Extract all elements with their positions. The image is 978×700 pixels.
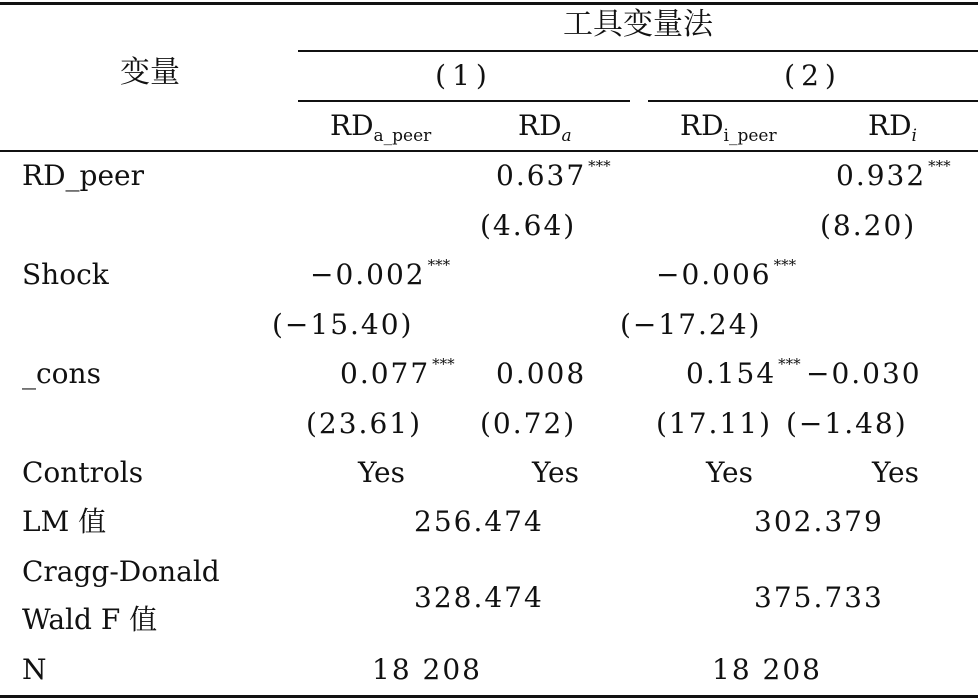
model2-rule: [648, 100, 978, 102]
row-label-lm: LM 值: [22, 505, 107, 538]
coef-rd-peer-col4: 0.932 ***: [836, 157, 951, 192]
coef-cons-col3: 0.154 ***: [686, 355, 801, 390]
tstat-cons-col1: (23.61): [306, 407, 423, 440]
row-label-rd-peer: RD_peer: [22, 159, 144, 192]
tstat-rd-peer-col4: (8.20): [820, 209, 917, 242]
n-model1: 18 208: [372, 653, 482, 686]
tstat-shock-col1: (−15.40): [272, 308, 414, 341]
row-label-cragg-donald: Cragg-Donald: [22, 555, 220, 588]
tstat-rd-peer-col2: (4.64): [480, 209, 577, 242]
row-label-controls: Controls: [22, 456, 144, 489]
controls-col4: Yes: [872, 456, 919, 489]
row-label-n: N: [22, 653, 47, 686]
group-rule: [298, 50, 978, 52]
model1-header: (1): [435, 59, 493, 92]
tstat-shock-col3: (−17.24): [620, 308, 762, 341]
controls-col2: Yes: [532, 456, 579, 489]
n-model2: 18 208: [712, 653, 822, 686]
col-header-rd-a: $RD_a$: [518, 109, 572, 146]
model2-header: (2): [784, 59, 842, 92]
top-rule: [0, 2, 978, 5]
coef-rd-peer-col2: 0.637 ***: [496, 157, 611, 192]
row-label-wald-f: Wald F 值: [22, 603, 158, 636]
cragg-donald-model1: 328.474: [414, 581, 544, 614]
coef-cons-col2: 0.008: [496, 357, 587, 390]
bottom-rule: [0, 695, 978, 698]
cragg-donald-model2: 375.733: [754, 581, 884, 614]
lm-model1: 256.474: [414, 505, 544, 538]
row-label-shock: Shock: [22, 258, 109, 291]
lm-model2: 302.379: [754, 505, 884, 538]
controls-col1: Yes: [358, 456, 405, 489]
tstat-cons-col2: (0.72): [480, 407, 577, 440]
col-header-rd-i-peer: $RD_{i\_peer}$: [680, 109, 777, 146]
tstat-cons-col4: (−1.48): [786, 407, 908, 440]
row-label-cons: _cons: [22, 357, 101, 390]
col-header-rd-a-peer: $RD_{a\_peer}$: [330, 109, 432, 146]
coef-cons-col1: 0.077 ***: [340, 355, 455, 390]
coef-shock-col1: −0.002 ***: [310, 256, 451, 291]
coef-cons-col4: −0.030: [806, 357, 922, 390]
controls-col3: Yes: [706, 456, 753, 489]
coef-shock-col3: −0.006 ***: [656, 256, 797, 291]
variable-header: 变量: [120, 55, 180, 90]
group-title: 工具变量法: [563, 7, 713, 42]
header-bottom-rule: [0, 150, 978, 152]
tstat-cons-col3: (17.11): [656, 407, 773, 440]
col-header-rd-i: $RD_i$: [868, 109, 917, 146]
model1-rule: [298, 100, 630, 102]
